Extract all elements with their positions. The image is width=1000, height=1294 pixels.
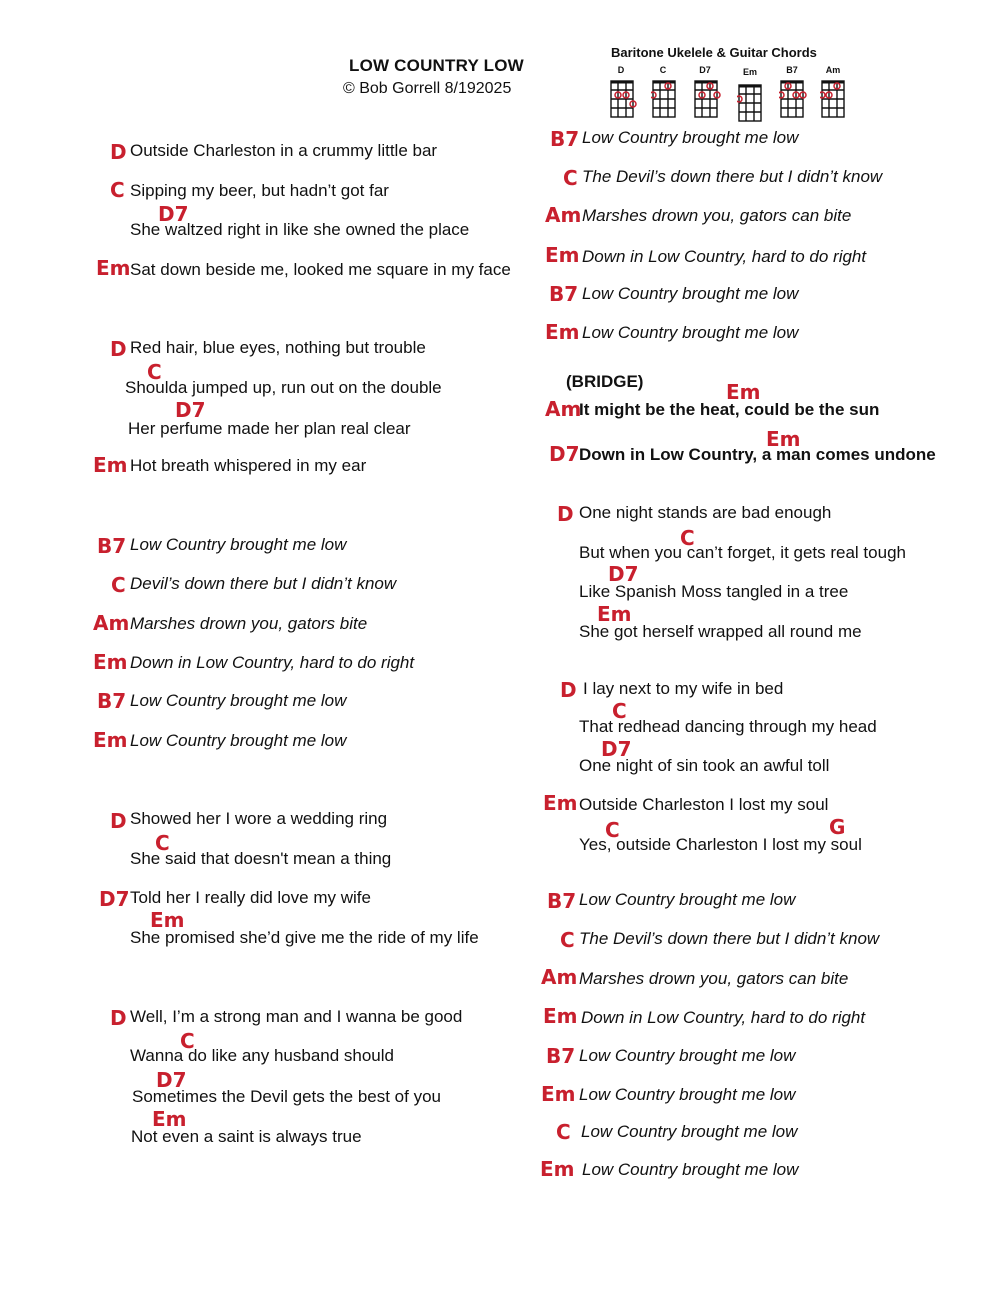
lyric-line: Sat down beside me, looked me square in my face bbox=[130, 260, 511, 279]
lyric-line: It might be the heat, could be the sun bbox=[579, 400, 880, 419]
chord: C bbox=[110, 178, 125, 202]
chord: D bbox=[110, 809, 127, 833]
lyric-line: Told her I really did love my wife bbox=[130, 888, 371, 907]
chord: D bbox=[557, 502, 574, 526]
chord: Em bbox=[93, 650, 128, 674]
lyric-line: She waltzed right in like she owned the place bbox=[130, 220, 470, 239]
lyric-line: Yes, outside Charleston I lost my soul bbox=[579, 835, 862, 854]
chord: D bbox=[110, 140, 127, 164]
lyric-line: Showed her I wore a wedding ring bbox=[130, 809, 388, 828]
chord: C bbox=[563, 166, 578, 190]
chord: D7 bbox=[156, 1068, 187, 1092]
lyric-line: Low Country brought me low bbox=[582, 128, 799, 147]
chord: B7 bbox=[97, 689, 127, 713]
lyric-line: She promised she’d give me the ride of my life bbox=[130, 928, 479, 947]
lyric-line: Like Spanish Moss tangled in a tree bbox=[579, 582, 849, 601]
lyric-line: Well, I’m a strong man and I wanna be good bbox=[130, 1007, 463, 1026]
chord: D7 bbox=[175, 398, 206, 422]
section-label-bridge: (BRIDGE) bbox=[566, 372, 644, 391]
chord: G bbox=[829, 815, 846, 839]
chord-diagram-name: D bbox=[617, 65, 625, 75]
chord: Em bbox=[93, 453, 128, 477]
chord: Em bbox=[540, 1157, 575, 1181]
chord-diagram-d bbox=[609, 80, 637, 120]
chord: Em bbox=[766, 427, 801, 451]
lyric-line: Down in Low Country, hard to do right bbox=[582, 247, 867, 266]
chord: D7 bbox=[99, 887, 130, 911]
chord: Em bbox=[543, 1004, 578, 1028]
lyric-line: The Devil’s down there but I didn’t know bbox=[579, 929, 880, 948]
lyric-line: Sometimes the Devil gets the best of you bbox=[132, 1087, 441, 1106]
chord-chart-title: Baritone Ukelele & Guitar Chords bbox=[611, 45, 817, 60]
lyric-line: Her perfume made her plan real clear bbox=[128, 419, 411, 438]
lyric-line: Marshes drown you, gators can bite bbox=[579, 969, 849, 988]
chord-diagram-em bbox=[737, 84, 765, 124]
lyric-line: Red hair, blue eyes, nothing but trouble bbox=[130, 338, 426, 357]
chord-diagram-name: B7 bbox=[786, 65, 798, 75]
chord-diagram-name: C bbox=[659, 65, 667, 75]
chord: D bbox=[560, 678, 577, 702]
lyric-line: Outside Charleston in a crummy little bar bbox=[130, 141, 438, 160]
lyric-line: Wanna do like any husband should bbox=[130, 1046, 394, 1065]
lyric-line: Low Country brought me low bbox=[579, 1085, 796, 1104]
chord-diagram-name: Am bbox=[825, 65, 841, 75]
lyric-line: But when you can’t forget, it gets real tough bbox=[579, 543, 906, 562]
lyric-line: Low Country brought me low bbox=[581, 1122, 798, 1141]
lyric-line: That redhead dancing through my head bbox=[579, 717, 877, 736]
song-author: © Bob Gorrell 8/192025 bbox=[343, 80, 512, 97]
chord: D7 bbox=[158, 202, 189, 226]
lyric-line: She said that doesn't mean a thing bbox=[130, 849, 392, 868]
chord: D7 bbox=[601, 737, 632, 761]
chord: B7 bbox=[97, 534, 127, 558]
chord: Em bbox=[96, 256, 131, 280]
chord: C bbox=[605, 818, 620, 842]
lyric-line: Low Country brought me low bbox=[582, 323, 799, 342]
chord: C bbox=[147, 360, 162, 384]
chord-diagram-name: Em bbox=[742, 67, 757, 77]
chord: C bbox=[556, 1120, 571, 1144]
chord: C bbox=[111, 573, 126, 597]
chord: Am bbox=[545, 397, 582, 421]
chord: Em bbox=[541, 1082, 576, 1106]
lyric-line: Hot breath whispered in my ear bbox=[130, 456, 367, 475]
lyric-line: I lay next to my wife in bed bbox=[583, 679, 784, 698]
song-title: LOW COUNTRY LOW bbox=[349, 56, 524, 75]
chord-diagram-am bbox=[820, 80, 848, 120]
lyric-line: One night stands are bad enough bbox=[579, 503, 832, 522]
chord: D7 bbox=[608, 562, 639, 586]
chord: B7 bbox=[550, 127, 580, 151]
chord-diagram-d7 bbox=[693, 80, 721, 120]
lyric-line: Low Country brought me low bbox=[130, 691, 347, 710]
chord: B7 bbox=[546, 1044, 576, 1068]
chord: Em bbox=[152, 1107, 187, 1131]
chord: C bbox=[180, 1029, 195, 1053]
chord: Em bbox=[93, 728, 128, 752]
lyric-line: Low Country brought me low bbox=[130, 535, 347, 554]
chord: B7 bbox=[549, 282, 579, 306]
chord-diagram-name: D7 bbox=[699, 65, 711, 75]
lyric-line: Outside Charleston I lost my soul bbox=[579, 795, 829, 814]
lyric-line: Low Country brought me low bbox=[582, 284, 799, 303]
lyric-line: Sipping my beer, but hadn’t got far bbox=[130, 181, 389, 200]
lyric-line: Devil’s down there but I didn’t know bbox=[130, 574, 397, 593]
chord: Em bbox=[545, 320, 580, 344]
chord: Em bbox=[545, 243, 580, 267]
lyric-line: Marshes drown you, gators can bite bbox=[582, 206, 852, 225]
lyric-line: Marshes drown you, gators bite bbox=[130, 614, 368, 633]
chord: C bbox=[560, 928, 575, 952]
chord: D bbox=[110, 1006, 127, 1030]
lyric-line: Not even a saint is always true bbox=[131, 1127, 362, 1146]
lyric-line: The Devil’s down there but I didn’t know bbox=[582, 167, 883, 186]
chord: Em bbox=[150, 908, 185, 932]
lyric-line: Low Country brought me low bbox=[579, 1046, 796, 1065]
lyric-line: Shoulda jumped up, run out on the double bbox=[125, 378, 442, 397]
lyric-line: Down in Low Country, hard to do right bbox=[130, 653, 415, 672]
chord: C bbox=[155, 831, 170, 855]
chord: C bbox=[680, 526, 695, 550]
chord: D bbox=[110, 337, 127, 361]
chord: C bbox=[612, 699, 627, 723]
lyric-line: Low Country brought me low bbox=[582, 1160, 799, 1179]
chord-diagram-c bbox=[651, 80, 679, 120]
lyric-line: Low Country brought me low bbox=[130, 731, 347, 750]
chord: Am bbox=[545, 203, 582, 227]
chord: D7 bbox=[549, 442, 580, 466]
chord-diagram-b7 bbox=[779, 80, 807, 120]
chord: Em bbox=[543, 791, 578, 815]
chord: Em bbox=[726, 380, 761, 404]
lyric-line: One night of sin took an awful toll bbox=[579, 756, 830, 775]
chord: Am bbox=[541, 965, 578, 989]
lyric-line: Low Country brought me low bbox=[579, 890, 796, 909]
lyric-line: She got herself wrapped all round me bbox=[579, 622, 862, 641]
lyric-line: Down in Low Country, hard to do right bbox=[581, 1008, 866, 1027]
chord: B7 bbox=[547, 889, 577, 913]
lyric-line: Down in Low Country, a man comes undone bbox=[579, 445, 936, 464]
chord: Am bbox=[93, 611, 130, 635]
chord: Em bbox=[597, 602, 632, 626]
